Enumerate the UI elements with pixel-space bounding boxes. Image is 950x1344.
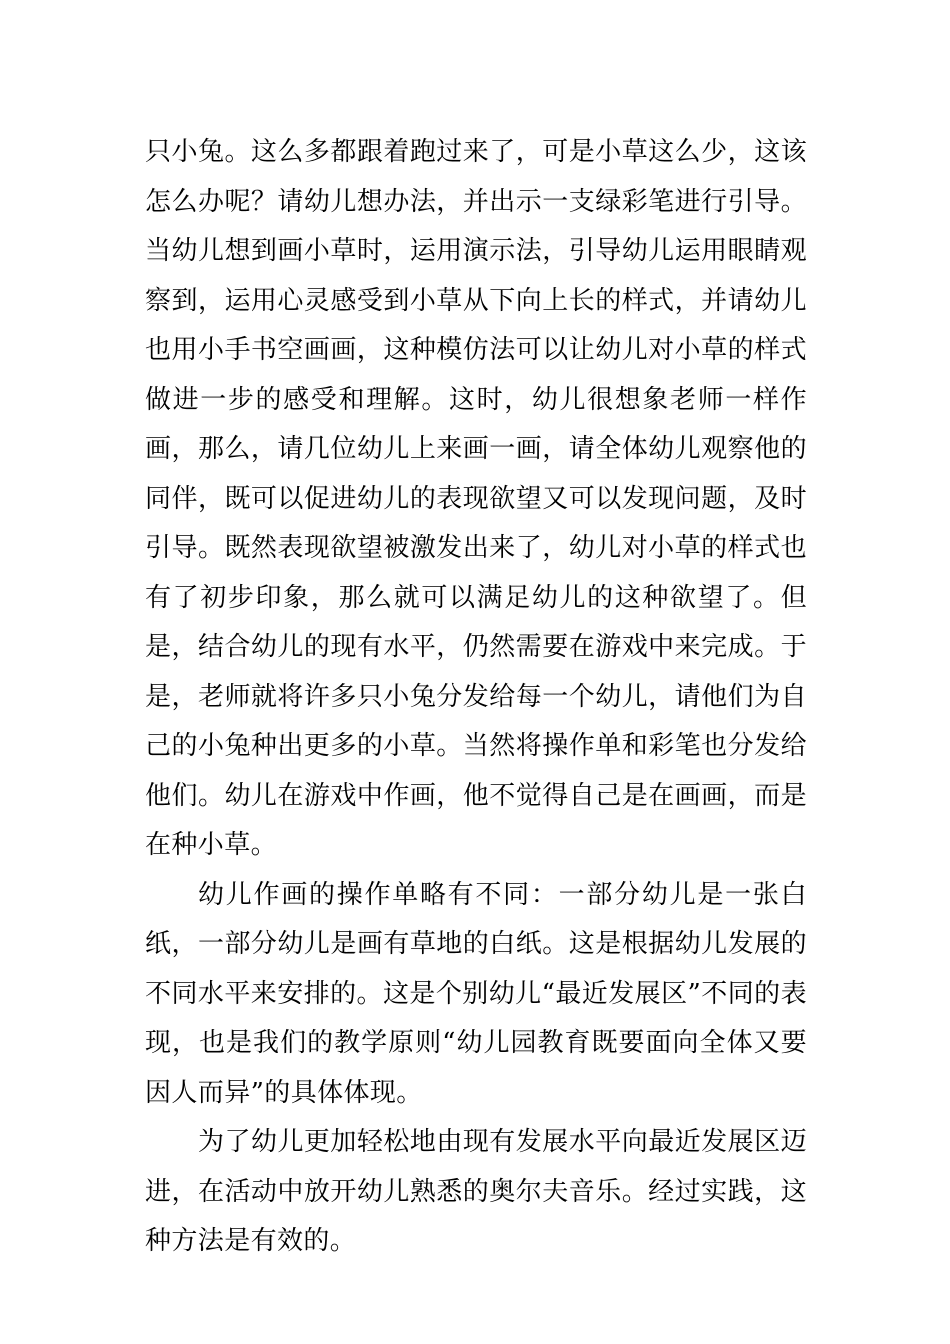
paragraph-3: 为了幼儿更加轻松地由现有发展水平向最近发展区迈进，在活动中放开幼儿熟悉的奥尔夫音乐。经过实践，这种方法是有效的。 [145,1127,807,1256]
document-body [145,128,807,1267]
paragraph-2: 幼儿作画的操作单略有不同：一部分幼儿是一张白纸，一部分幼儿是画有草地的白纸。这是根据幼儿发展的不同水平来安排的。这是个别幼儿“最近发展区”不同的表现，也是我们的教学原则“幼儿园教育既要面向全体又要因人而异”的具体体现。 [145,879,807,1108]
paragraph-1: 只小兔。这么多都跟着跑过来了，可是小草这么少，这该怎么办呢？请幼儿想办法，并出示一支绿彩笔进行引导。当幼儿想到画小草时，运用演示法，引导幼儿运用眼睛观察到，运用心灵感受到小草从下向上长的样式，并请幼儿也用小手书空画画，这种模仿法可以让幼儿对小草的样式做进一步的感受和理解。这时，幼儿很想象老师一样作画，那么，请几位幼儿上来画一画，请全体幼儿观察他的同伴，既可以促进幼儿的表现欲望又可以发现问题，及时引导。既然表现欲望被激发出来了，幼儿对小草的样式也有了初步印象，那么就可以满足幼儿的这种欲望了。但是，结合幼儿的现有水平，仍然需要在游戏中来完成。于是，老师就将许多只小兔分发给每一个幼儿，请他们为自己的小兔种出更多的小草。当然将操作单和彩笔也分发给他们。幼儿在游戏中作画，他不觉得自己是在画画，而是在种小草。 [145,137,807,860]
